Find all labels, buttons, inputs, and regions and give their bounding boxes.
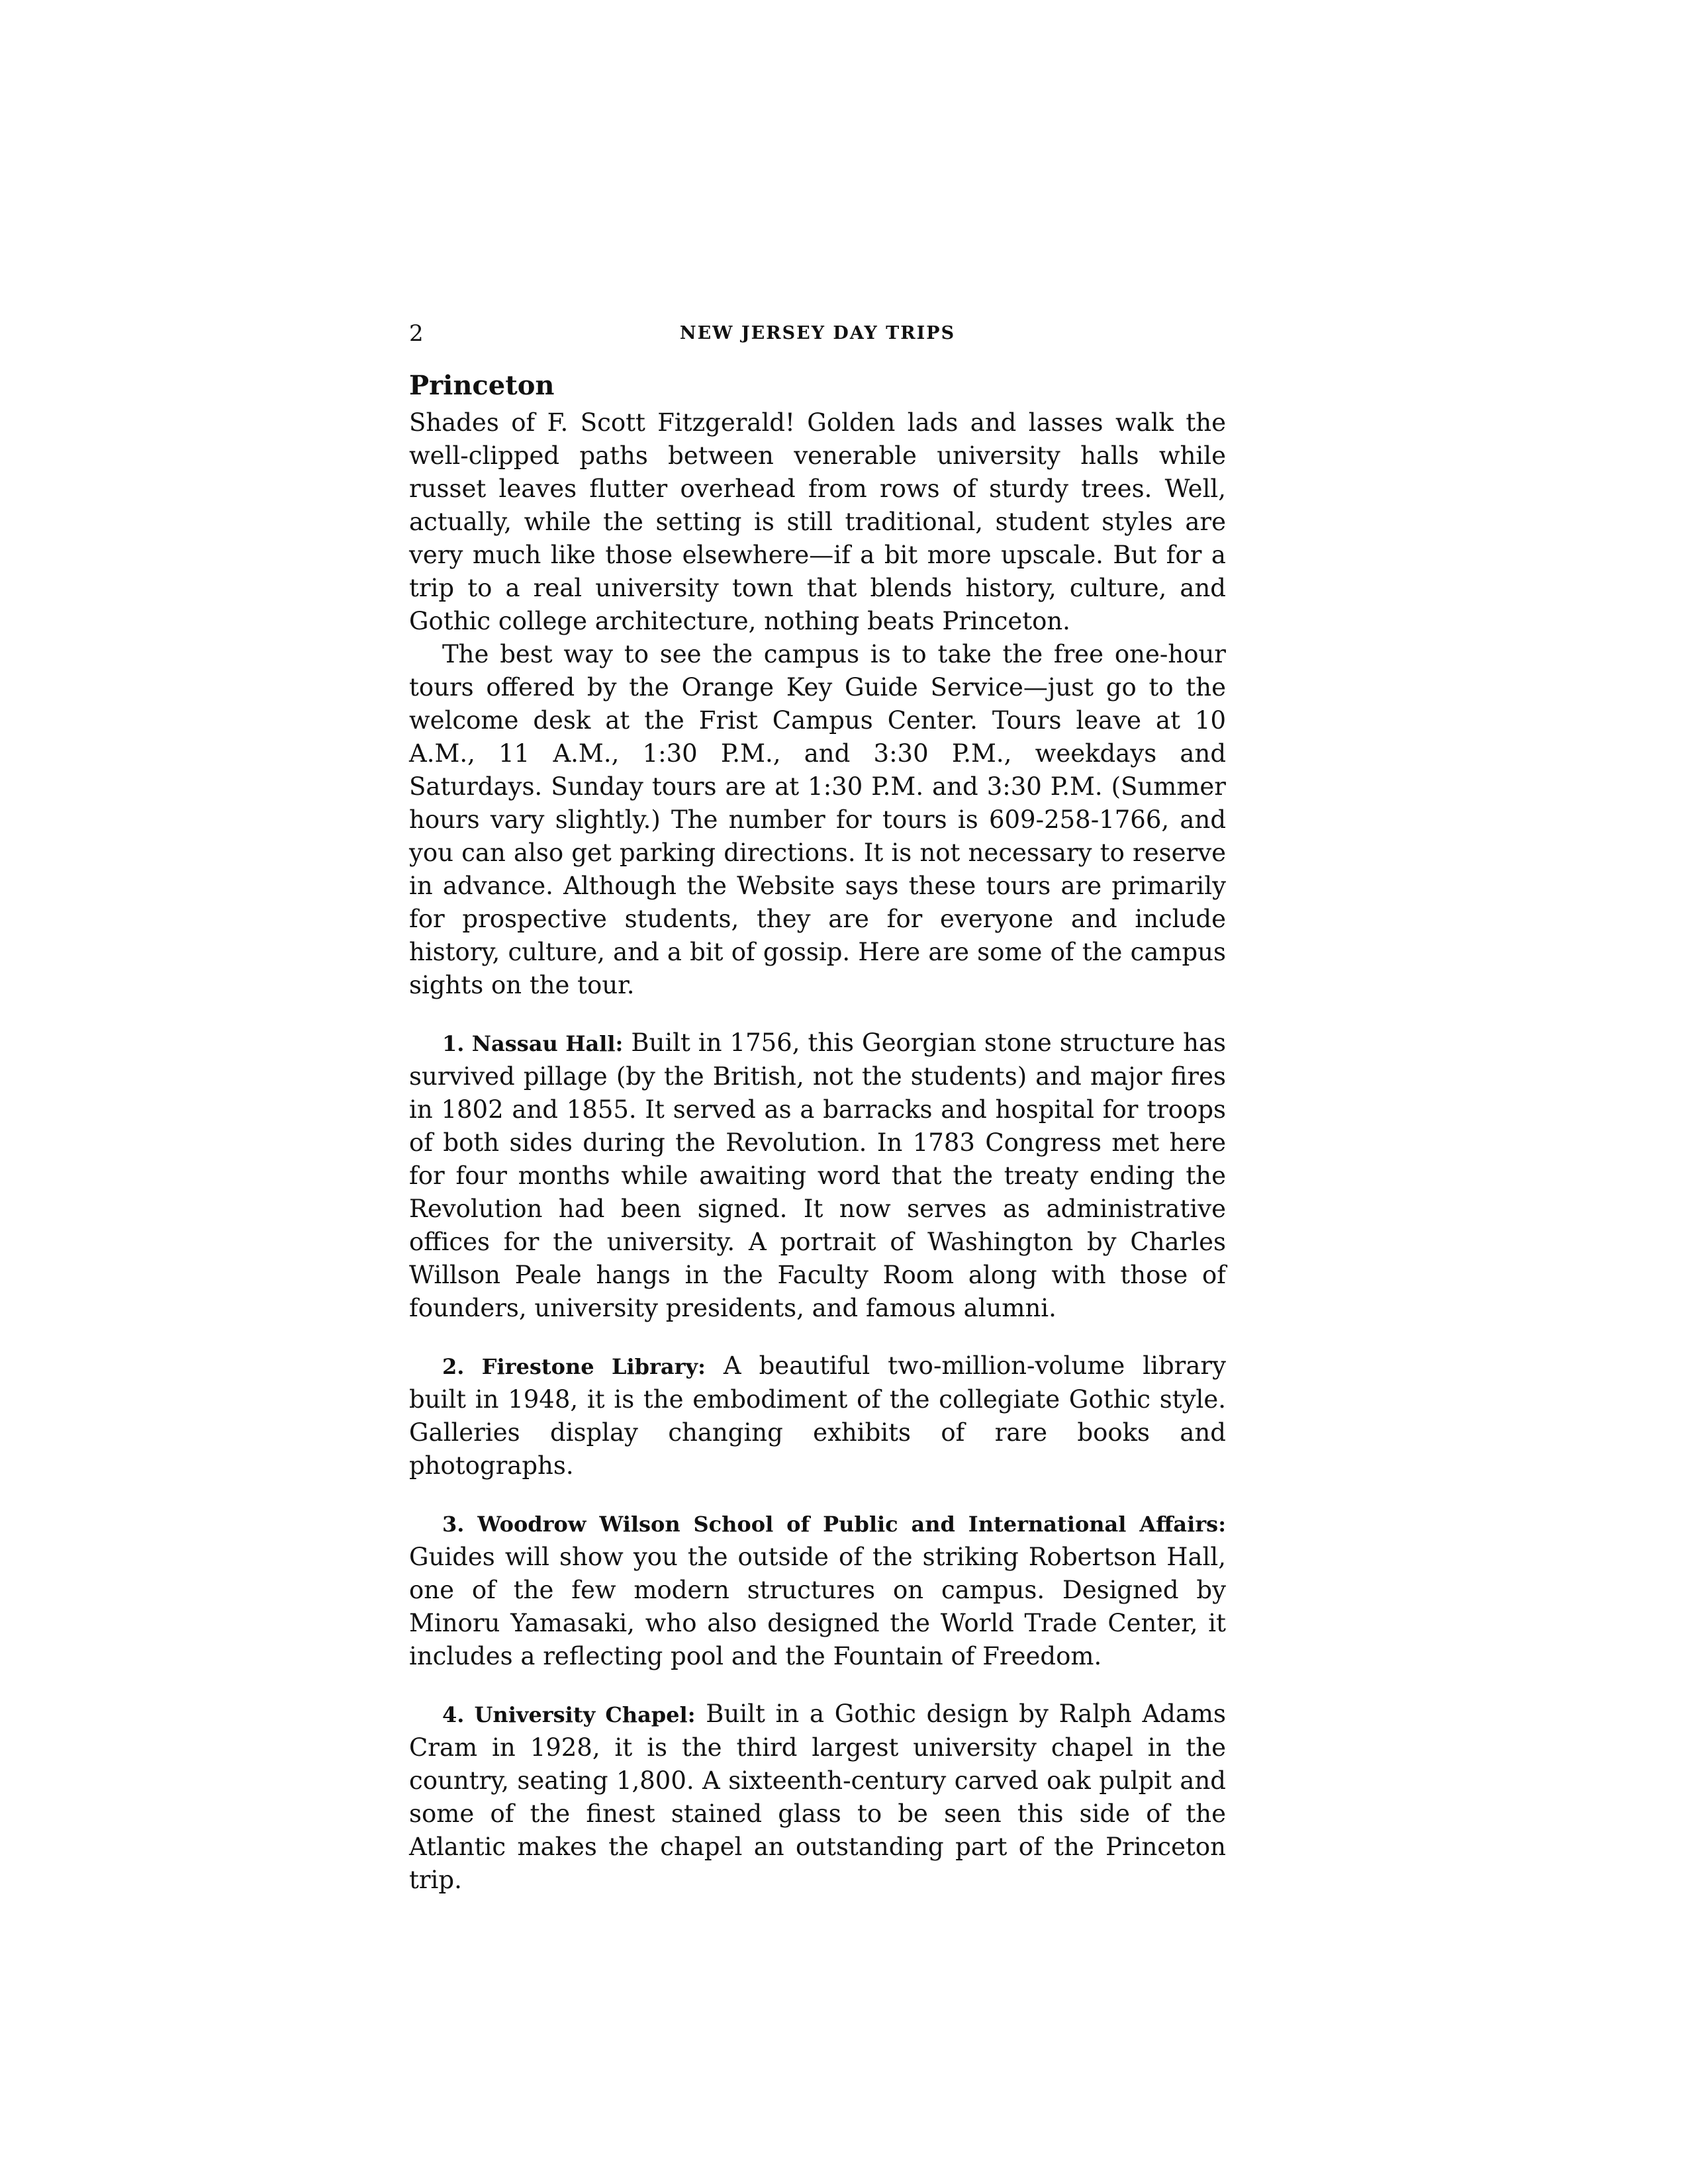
entry-text: A beautiful two-million-volume library built in 1948, it is the embodiment of the collegiate Gothic style. Galleries display changing exhibits of rare books and photographs. xyxy=(409,1351,1226,1480)
running-title: NEW JERSEY DAY TRIPS xyxy=(679,323,956,343)
section-heading: Princeton xyxy=(409,370,555,401)
entry-text: Built in 1756, this Georgian stone structure has survived pillage (by the British, not the students) and major fires in 1802 and 1855. It served as a barracks and hospital for troops of both sides during the Revolution. In 1783 Congress met here for four months while awaiting word that the treaty ending the Revolution had been signed. It now serves as administrative offices for the university. A portrait of Washington by Charles Willson Peale hangs in the Faculty Room along with those of founders, university presidents, and famous alumni. xyxy=(409,1028,1226,1322)
entry-firestone-library xyxy=(409,1349,1226,1482)
page-number: 2 xyxy=(409,320,424,347)
entry-text: Built in a Gothic design by Ralph Adams Cram in 1928, it is the third largest university chapel in the country, seating 1,800. A sixteenth-century carved oak pulpit and some of the finest stained glass to be seen this side of the Atlantic makes the chapel an outstanding part of the Princeton trip. xyxy=(409,1700,1226,1894)
tours-paragraph: The best way to see the campus is to take the free one-hour tours offered by the Orange Key Guide Service—just go to the welcome desk at the Frist Campus Center. Tours leave at 10 A.M., 11 A.M., 1:30 P.M., and 3:30 P.M., weekdays and Saturdays. Sunday tours are at 1:30 P.M. and 3:30 P.M. (Summer hours vary slightly.) The number for tours is 609-258-1766, and you can also get parking directions. It is not necessary to reserve in advance. Although the Website says these tours are primarily for prospective students, they are for everyone and include history, culture, and a bit of gossip. Here are some of the campus sights on the tour. xyxy=(409,640,1226,999)
entry-text: Guides will show you the outside of the striking Robertson Hall, one of the few modern structures on campus. Designed by Minoru Yamasaki, who also designed the World Trade Center, it includes a reflecting pool and the Fountain of Freedom. xyxy=(409,1543,1226,1670)
running-head xyxy=(409,319,1226,348)
intro-paragraph: Shades of F. Scott Fitzgerald! Golden lads and lasses walk the well-clipped paths between venerable university halls while russet leaves flutter overhead from rows of sturdy trees. Well, actually, while the setting is still traditional, student styles are very much like those elsewhere—if a bit more upscale. But for a trip to a real university town that blends history, culture, and Gothic college architecture, nothing beats Princeton. xyxy=(409,408,1226,635)
text-block xyxy=(409,368,1226,1897)
entry-woodrow-wilson-school xyxy=(409,1507,1226,1673)
entry-university-chapel xyxy=(409,1698,1226,1897)
entry-label: 4. University Chapel: xyxy=(442,1702,696,1727)
entry-label: 2. Firestone Library: xyxy=(442,1354,706,1379)
entry-nassau-hall xyxy=(409,1026,1226,1325)
entry-label: 1. Nassau Hall: xyxy=(442,1031,624,1056)
entry-label: 3. Woodrow Wilson School of Public and International Affairs: xyxy=(442,1512,1226,1537)
